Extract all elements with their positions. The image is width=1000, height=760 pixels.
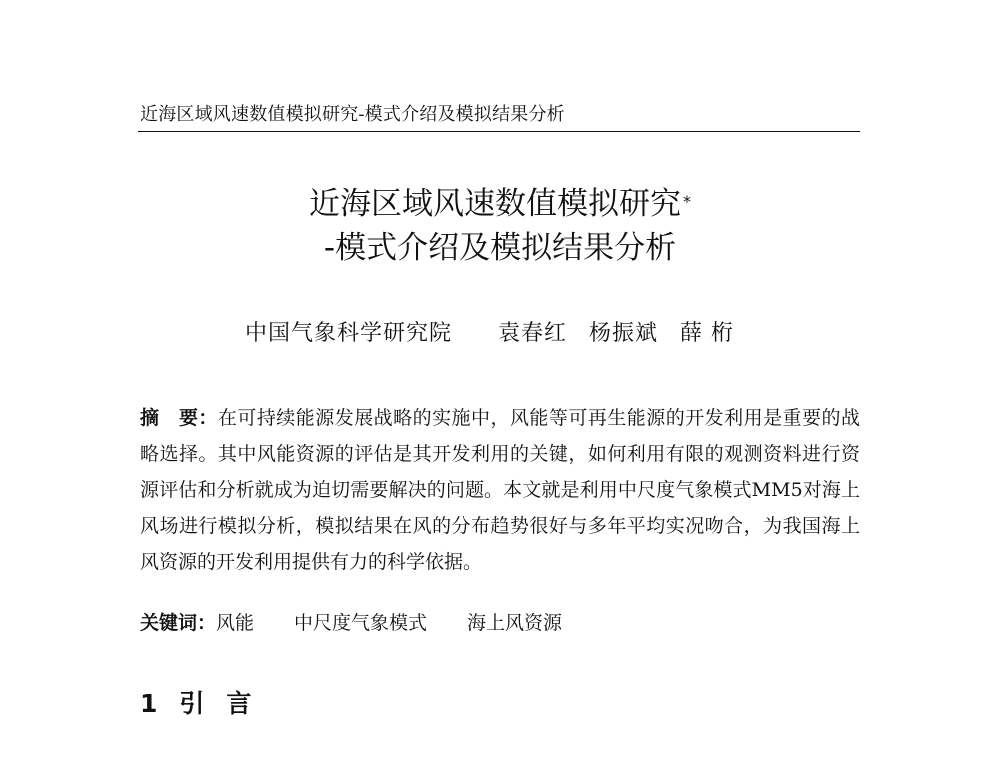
affiliation: 中国气象科学研究院	[245, 321, 453, 346]
keywords-label: 关键词：	[140, 612, 217, 634]
section-title: 引言	[179, 689, 274, 718]
paper-title-main: 近海区域风速数值模拟研究	[309, 186, 681, 222]
paper-title-line-1	[0, 185, 1000, 223]
section-number: 1	[140, 689, 158, 718]
author-name: 薛 桁	[680, 321, 735, 346]
keywords	[140, 608, 562, 638]
keyword: 风能	[216, 612, 255, 634]
keyword: 中尺度气象模式	[294, 612, 428, 634]
keyword: 海上风资源	[467, 612, 563, 634]
author-name: 袁春红	[498, 321, 568, 346]
abstract-label: 摘 要：	[140, 407, 218, 429]
header-rule	[138, 131, 860, 132]
section-heading	[140, 688, 273, 720]
title-footnote-mark: *	[683, 192, 691, 211]
byline	[245, 320, 734, 348]
running-header: 近海区域风速数值模拟研究-模式介绍及模拟结果分析	[140, 104, 565, 125]
abstract-text: 在可持续能源发展战略的实施中，风能等可再生能源的开发利用是重要的战略选择。其中风能资源的评估是其开发利用的关键，如何利用有限的观测资料进行资源评估和分析就成为迫切需要解决的问题。本文就是利用中尺度气象模式MM5对海上风场进行模拟分析，模拟结果在风的分布趋势很好与多年平均实况吻合，为我国海上风资源的开发利用提供有力的科学依据。	[140, 407, 860, 573]
author-name: 杨振斌	[589, 321, 659, 346]
abstract	[140, 400, 860, 580]
paper-title-line-2: -模式介绍及模拟结果分析	[323, 230, 677, 266]
